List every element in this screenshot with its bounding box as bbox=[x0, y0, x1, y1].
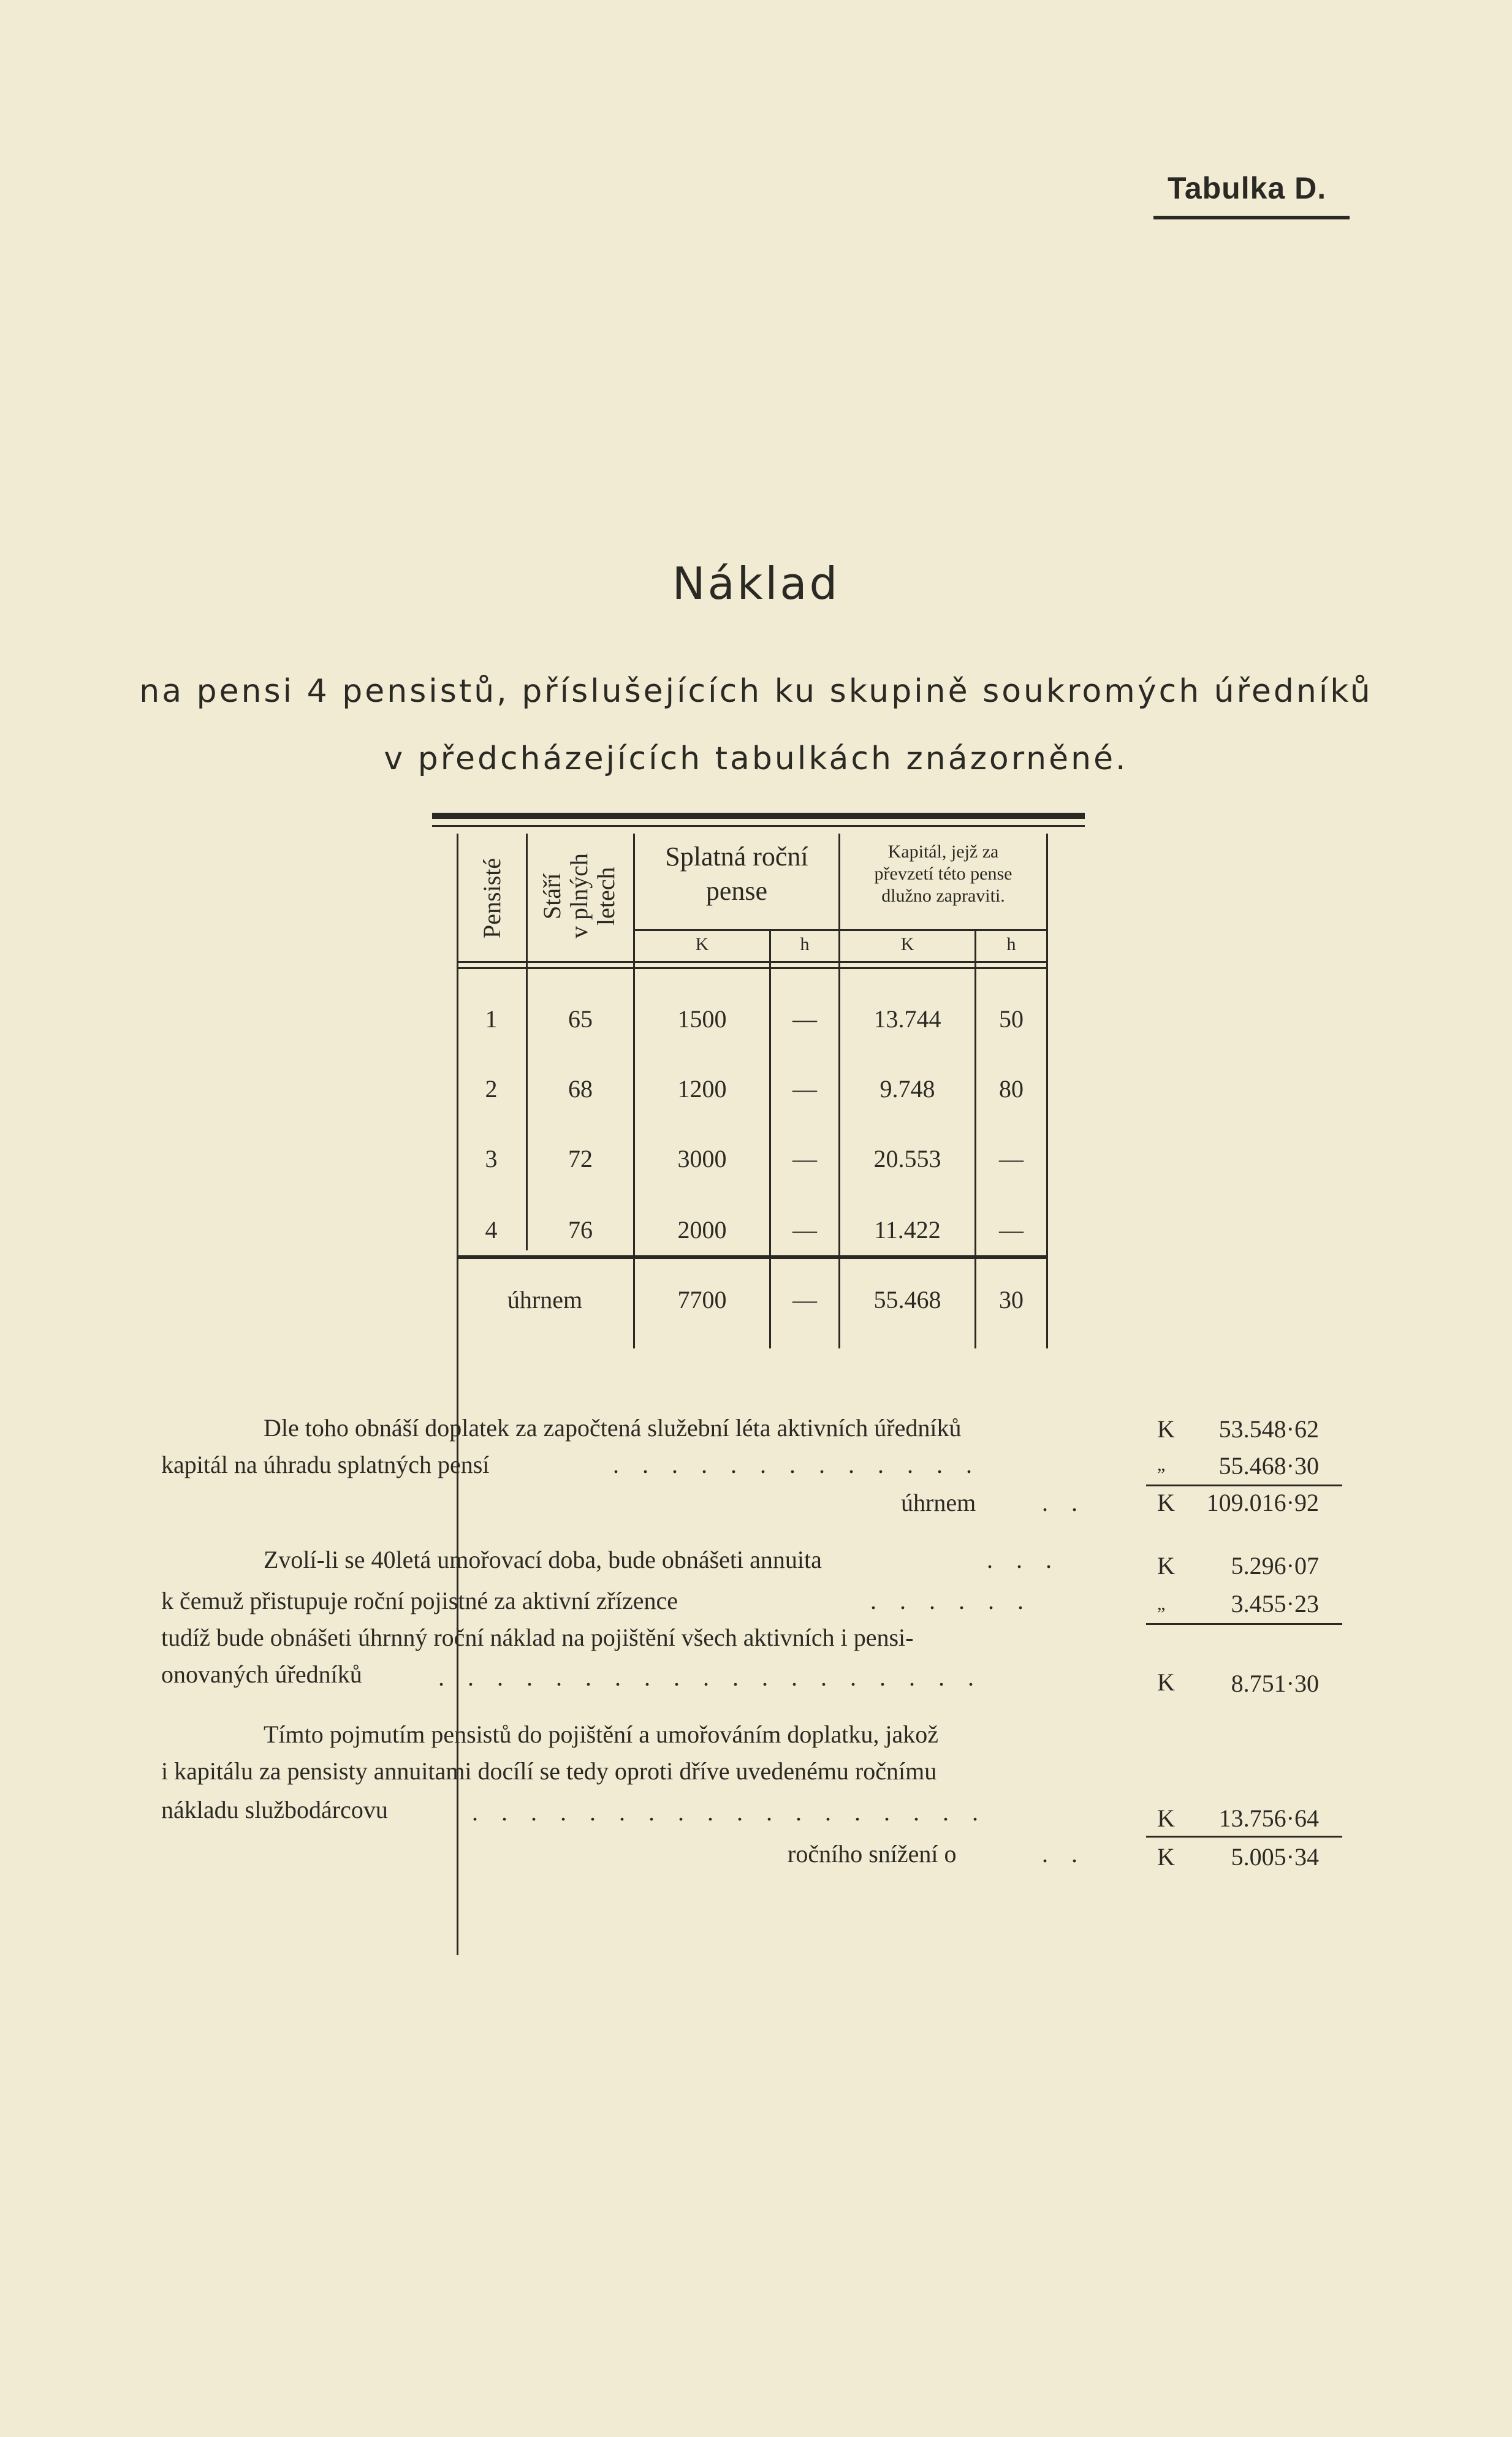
summary-currency-5: „ bbox=[1157, 1594, 1166, 1614]
summary-line-5: k čemuž přistupuje roční pojistné za aktivní zřízence bbox=[161, 1587, 678, 1614]
unit-capital-h: h bbox=[1006, 934, 1016, 954]
page-title: Náklad bbox=[672, 558, 840, 609]
total-label: úhrnem bbox=[507, 1286, 583, 1314]
table-unit-line bbox=[633, 929, 1046, 931]
unit-pension-k: K bbox=[695, 934, 709, 954]
total-pension-k: 7700 bbox=[677, 1286, 727, 1314]
subtitle-line-1: na pensi 4 pensistů, příslušejících ku skupině soukromých úředníků bbox=[139, 673, 1373, 710]
summary-line-11: ročního snížení o bbox=[788, 1840, 957, 1868]
cell-number: 4 bbox=[485, 1216, 498, 1244]
sum-rule-1 bbox=[1146, 1485, 1342, 1486]
cell-capital-k: 20.553 bbox=[873, 1145, 941, 1173]
summary-amount-5: 3.455·23 bbox=[1231, 1590, 1319, 1618]
cell-capital-k: 11.422 bbox=[874, 1216, 941, 1244]
header-capital-line-3: dlužno zapraviti. bbox=[881, 886, 1005, 906]
total-pension-h: — bbox=[792, 1286, 817, 1314]
header-pension bbox=[635, 840, 838, 908]
summary-amount-10: 13.756·64 bbox=[1218, 1804, 1319, 1832]
sum-rule-3 bbox=[1146, 1836, 1342, 1838]
cell-capital-h: 80 bbox=[999, 1075, 1024, 1103]
unit-pension-h: h bbox=[800, 934, 810, 954]
cell-pension-k: 1500 bbox=[677, 1005, 727, 1033]
cell-pension-h: — bbox=[792, 1075, 817, 1103]
table-total-line bbox=[457, 1255, 1046, 1259]
summary-currency-3: K bbox=[1157, 1489, 1175, 1516]
summary-amount-4: 5.296·07 bbox=[1231, 1552, 1319, 1580]
table-header-line bbox=[457, 961, 1046, 963]
summary-leader-11: . . bbox=[1042, 1840, 1086, 1868]
summary-line-7: onovaných úředníků bbox=[161, 1660, 362, 1688]
summary-line-10: nákladu službodárcovu bbox=[161, 1796, 388, 1823]
cell-number: 1 bbox=[485, 1005, 498, 1033]
header-age-line-2: v plných bbox=[565, 853, 593, 939]
table-top-rule-thin bbox=[432, 825, 1085, 827]
summary-currency-2: „ bbox=[1157, 1454, 1166, 1475]
cell-capital-h: 50 bbox=[999, 1005, 1024, 1033]
total-capital-k: 55.468 bbox=[873, 1286, 941, 1314]
header-pension-line-2: pense bbox=[705, 876, 768, 906]
cell-pension-k: 2000 bbox=[677, 1216, 727, 1244]
summary-amount-3: 109.016·92 bbox=[1206, 1489, 1319, 1516]
summary-amount-7: 8.751·30 bbox=[1231, 1670, 1319, 1697]
table-header-line-2 bbox=[457, 967, 1046, 969]
cell-capital-h: — bbox=[999, 1145, 1024, 1173]
summary-amount-1: 53.548·62 bbox=[1218, 1415, 1319, 1443]
summary-currency-4: K bbox=[1157, 1552, 1175, 1580]
cell-capital-h: — bbox=[999, 1216, 1024, 1244]
summary-currency-10: K bbox=[1157, 1804, 1175, 1832]
header-age bbox=[530, 835, 628, 957]
header-age-line-1: Stáří bbox=[538, 873, 566, 919]
header-pensists: Pensisté bbox=[478, 857, 506, 938]
cell-capital-k: 13.744 bbox=[873, 1005, 941, 1033]
cell-age: 68 bbox=[568, 1075, 593, 1103]
summary-currency-1: K bbox=[1157, 1415, 1175, 1443]
cell-capital-k: 9.748 bbox=[879, 1075, 935, 1103]
summary-line-3: úhrnem bbox=[901, 1489, 976, 1516]
subtitle-line-2: v předcházejících tabulkách znázorněné. bbox=[384, 740, 1128, 777]
summary-amount-2: 55.468·30 bbox=[1218, 1452, 1319, 1480]
summary-leader-5: . . . . . . bbox=[870, 1587, 1032, 1614]
summary-line-1: Dle toho obnáší doplatek za započtená služební léta aktivních úředníků bbox=[264, 1414, 962, 1442]
header-pension-line-1: Splatná roční bbox=[665, 842, 808, 872]
summary-leader-7: . . . . . . . . . . . . . . . . . . . bbox=[438, 1663, 982, 1691]
header-capital-line-1: Kapitál, jejž za bbox=[887, 842, 999, 862]
cell-pension-h: — bbox=[792, 1216, 817, 1244]
table-top-rule bbox=[432, 813, 1085, 819]
header-age-line-3: letech bbox=[592, 867, 620, 926]
summary-line-9: i kapitálu za pensisty annuitami docílí se tedy oproti dříve uvedenému ročnímu bbox=[161, 1757, 937, 1785]
cell-age: 65 bbox=[568, 1005, 593, 1033]
summary-currency-11: K bbox=[1157, 1843, 1175, 1871]
summary-leader-2: . . . . . . . . . . . . . bbox=[613, 1451, 981, 1478]
total-capital-h: 30 bbox=[999, 1286, 1024, 1314]
header-capital-line-2: převzetí této pense bbox=[874, 864, 1012, 884]
table-col-divider bbox=[526, 834, 528, 1250]
summary-currency-7: K bbox=[1157, 1668, 1175, 1696]
cell-pension-k: 1200 bbox=[677, 1075, 727, 1103]
summary-line-4: Zvolí-li se 40letá umořovací doba, bude obnášeti annuita bbox=[264, 1546, 822, 1573]
unit-capital-k: K bbox=[900, 934, 914, 954]
cell-pension-k: 3000 bbox=[677, 1145, 727, 1173]
summary-leader-3: . . bbox=[1042, 1489, 1086, 1516]
table-label-underline bbox=[1153, 216, 1350, 219]
summary-line-6: tudíž bude obnášeti úhrnný roční náklad na pojištění všech aktivních i pensi- bbox=[161, 1624, 914, 1651]
summary-leader-10: . . . . . . . . . . . . . . . . . . bbox=[472, 1798, 987, 1826]
table-border-left bbox=[457, 834, 458, 1955]
header-capital bbox=[840, 841, 1046, 907]
cell-number: 2 bbox=[485, 1075, 498, 1103]
cell-number: 3 bbox=[485, 1145, 498, 1173]
cell-pension-h: — bbox=[792, 1005, 817, 1033]
summary-line-2: kapitál na úhradu splatných pensí bbox=[161, 1451, 490, 1478]
summary-line-8: Tímto pojmutím pensistů do pojištění a umořováním doplatku, jakož bbox=[264, 1720, 938, 1748]
cell-age: 72 bbox=[568, 1145, 593, 1173]
summary-amount-11: 5.005·34 bbox=[1231, 1843, 1319, 1871]
cell-pension-h: — bbox=[792, 1145, 817, 1173]
cell-age: 76 bbox=[568, 1216, 593, 1244]
summary-leader-4: . . . bbox=[987, 1546, 1060, 1573]
table-border-right bbox=[1046, 834, 1048, 1348]
table-label: Tabulka D. bbox=[1168, 171, 1327, 205]
sum-rule-2 bbox=[1146, 1623, 1342, 1625]
